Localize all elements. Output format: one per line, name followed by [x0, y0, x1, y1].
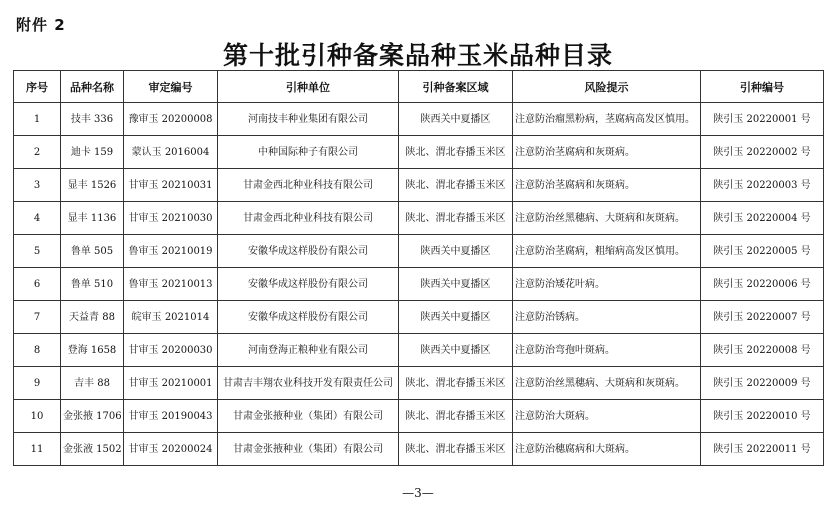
cell-index: 7 — [14, 301, 61, 334]
cell-region: 陕北、渭北春播玉米区 — [399, 400, 513, 433]
cell-variety: 显丰 1136 — [61, 202, 124, 235]
table-row — [14, 136, 824, 169]
cell-risk: 注意防治矮花叶病。 — [513, 268, 701, 301]
cell-index: 11 — [14, 433, 61, 466]
cell-unit: 甘肃金张掖种业（集团）有限公司 — [218, 433, 399, 466]
cell-unit: 安徽华成这样股份有限公司 — [218, 268, 399, 301]
cell-index: 6 — [14, 268, 61, 301]
cell-region: 陕西关中夏播区 — [399, 334, 513, 367]
cell-region: 陕西关中夏播区 — [399, 103, 513, 136]
cell-region: 陕西关中夏播区 — [399, 301, 513, 334]
cell-index: 8 — [14, 334, 61, 367]
cell-unit: 河南登海正粮种业有限公司 — [218, 334, 399, 367]
cell-risk: 注意防治茎腐病和灰斑病。 — [513, 136, 701, 169]
cell-risk: 注意防治丝黑穗病、大斑病和灰斑病。 — [513, 367, 701, 400]
cell-risk: 注意防治弯孢叶斑病。 — [513, 334, 701, 367]
cell-approval: 鲁审玉 20210013 — [124, 268, 218, 301]
header-index: 序号 — [14, 71, 61, 103]
table-row — [14, 301, 824, 334]
cell-unit: 甘肃金西北种业科技有限公司 — [218, 169, 399, 202]
table-row — [14, 334, 824, 367]
page-title: 第十批引种备案品种玉米品种目录 — [222, 41, 613, 70]
variety-catalog-table — [13, 70, 824, 466]
cell-index: 9 — [14, 367, 61, 400]
cell-intro-no: 陕引玉 20220009 号 — [701, 367, 824, 400]
table-row — [14, 169, 824, 202]
cell-approval: 皖审玉 2021014 — [124, 301, 218, 334]
header-variety: 品种名称 — [61, 71, 124, 103]
cell-risk: 注意防治茎腐病和灰斑病。 — [513, 169, 701, 202]
cell-risk: 注意防治茎腐病，粗缩病高发区慎用。 — [513, 235, 701, 268]
cell-region: 陕西关中夏播区 — [399, 268, 513, 301]
cell-approval: 甘审玉 20210031 — [124, 169, 218, 202]
cell-variety: 金张液 1502 — [61, 433, 124, 466]
cell-unit: 安徽华成这样股份有限公司 — [218, 301, 399, 334]
cell-approval: 甘审玉 20210001 — [124, 367, 218, 400]
table-row — [14, 202, 824, 235]
cell-index: 5 — [14, 235, 61, 268]
cell-intro-no: 陕引玉 20220011 号 — [701, 433, 824, 466]
attachment-label: 附件 2 — [16, 16, 66, 34]
cell-intro-no: 陕引玉 20220001 号 — [701, 103, 824, 136]
cell-index: 4 — [14, 202, 61, 235]
cell-intro-no: 陕引玉 20220003 号 — [701, 169, 824, 202]
cell-intro-no: 陕引玉 20220004 号 — [701, 202, 824, 235]
cell-intro-no: 陕引玉 20220010 号 — [701, 400, 824, 433]
cell-intro-no: 陕引玉 20220002 号 — [701, 136, 824, 169]
page-number: —3— — [402, 486, 434, 500]
cell-region: 陕北、渭北春播玉米区 — [399, 202, 513, 235]
cell-region: 陕北、渭北春播玉米区 — [399, 433, 513, 466]
header-approval: 审定编号 — [124, 71, 218, 103]
header-intro-no: 引种编号 — [701, 71, 824, 103]
cell-variety: 登海 1658 — [61, 334, 124, 367]
table-row — [14, 367, 824, 400]
cell-region: 陕北、渭北春播玉米区 — [399, 367, 513, 400]
cell-intro-no: 陕引玉 20220008 号 — [701, 334, 824, 367]
cell-variety: 鲁单 505 — [61, 235, 124, 268]
cell-intro-no: 陕引玉 20220005 号 — [701, 235, 824, 268]
cell-index: 10 — [14, 400, 61, 433]
cell-variety: 迪卡 159 — [61, 136, 124, 169]
table-row — [14, 400, 824, 433]
cell-variety: 鲁单 510 — [61, 268, 124, 301]
table-row — [14, 235, 824, 268]
cell-intro-no: 陕引玉 20220007 号 — [701, 301, 824, 334]
cell-variety: 显丰 1526 — [61, 169, 124, 202]
cell-risk: 注意防治瘤黑粉病，茎腐病高发区慎用。 — [513, 103, 701, 136]
cell-variety: 金张掖 1706 — [61, 400, 124, 433]
cell-variety: 技丰 336 — [61, 103, 124, 136]
cell-region: 陕北、渭北春播玉米区 — [399, 169, 513, 202]
cell-unit: 甘肃金西北种业科技有限公司 — [218, 202, 399, 235]
cell-approval: 甘审玉 20200030 — [124, 334, 218, 367]
table-header-row — [14, 71, 824, 103]
cell-approval: 甘审玉 20200024 — [124, 433, 218, 466]
header-risk: 风险提示 — [513, 71, 701, 103]
header-unit: 引种单位 — [218, 71, 399, 103]
cell-approval: 蒙认玉 2016004 — [124, 136, 218, 169]
cell-risk: 注意防治丝黑穗病、大斑病和灰斑病。 — [513, 202, 701, 235]
cell-unit: 甘肃吉丰翔农业科技开发有限责任公司 — [218, 367, 399, 400]
cell-variety: 天益青 88 — [61, 301, 124, 334]
table-row — [14, 433, 824, 466]
cell-region: 陕西关中夏播区 — [399, 235, 513, 268]
cell-risk: 注意防治大斑病。 — [513, 400, 701, 433]
cell-unit: 中种国际种子有限公司 — [218, 136, 399, 169]
cell-region: 陕北、渭北春播玉米区 — [399, 136, 513, 169]
cell-approval: 甘审玉 20210030 — [124, 202, 218, 235]
cell-approval: 鲁审玉 20210019 — [124, 235, 218, 268]
cell-approval: 甘审玉 20190043 — [124, 400, 218, 433]
cell-index: 2 — [14, 136, 61, 169]
table-row — [14, 268, 824, 301]
cell-approval: 豫审玉 20200008 — [124, 103, 218, 136]
cell-risk: 注意防治锈病。 — [513, 301, 701, 334]
cell-risk: 注意防治穗腐病和大斑病。 — [513, 433, 701, 466]
cell-index: 3 — [14, 169, 61, 202]
cell-variety: 吉丰 88 — [61, 367, 124, 400]
table-row — [14, 103, 824, 136]
cell-intro-no: 陕引玉 20220006 号 — [701, 268, 824, 301]
cell-unit: 安徽华成这样股份有限公司 — [218, 235, 399, 268]
cell-index: 1 — [14, 103, 61, 136]
cell-unit: 河南技丰种业集团有限公司 — [218, 103, 399, 136]
cell-unit: 甘肃金张掖种业（集团）有限公司 — [218, 400, 399, 433]
header-region: 引种备案区域 — [399, 71, 513, 103]
